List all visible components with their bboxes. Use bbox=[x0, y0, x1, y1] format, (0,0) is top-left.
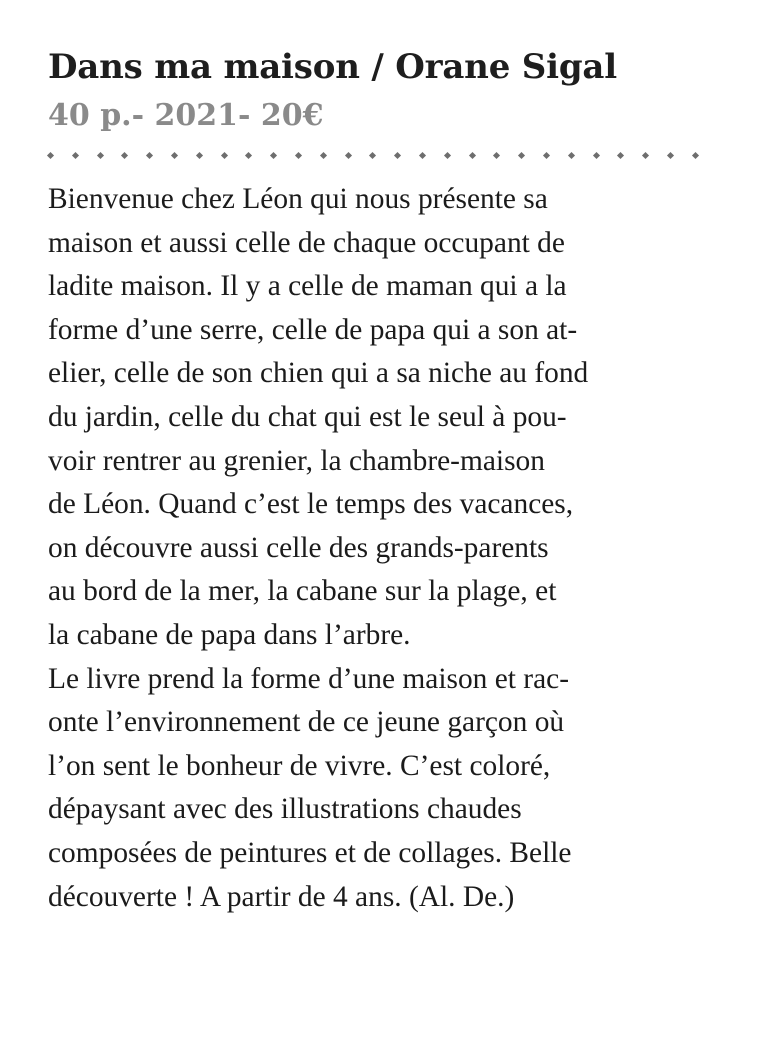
text-line: maison et aussi celle de chaque occupant de bbox=[48, 226, 565, 259]
separator-dot bbox=[171, 151, 178, 158]
text-line: elier, celle de son chien qui a sa niche au fond bbox=[48, 357, 589, 390]
text-line: du jardin, celle du chat qui est le seul à pou- bbox=[48, 400, 567, 433]
separator-dot bbox=[196, 151, 203, 158]
separator-dot bbox=[270, 151, 277, 158]
separator-dot bbox=[320, 151, 327, 158]
review-body bbox=[48, 178, 708, 919]
review-paragraph bbox=[48, 178, 708, 658]
separator-dot bbox=[692, 151, 699, 158]
separator-dot bbox=[47, 151, 54, 158]
separator-dot bbox=[592, 151, 599, 158]
separator-dot bbox=[345, 151, 352, 158]
separator-dot bbox=[97, 151, 104, 158]
dotted-separator bbox=[48, 148, 698, 162]
book-title: Dans ma maison / Orane Sigal bbox=[48, 47, 617, 87]
separator-dot bbox=[369, 151, 376, 158]
separator-dot bbox=[419, 151, 426, 158]
text-line: forme d’une serre, celle de papa qui a son at- bbox=[48, 313, 578, 346]
text-line: dépaysant avec des illustrations chaudes bbox=[48, 793, 522, 826]
text-line: de Léon. Quand c’est le temps des vacances, bbox=[48, 488, 574, 521]
separator-dot bbox=[121, 151, 128, 158]
separator-dot bbox=[642, 151, 649, 158]
separator-dot bbox=[295, 151, 302, 158]
text-line: découverte ! A partir de 4 ans. (Al. De.) bbox=[48, 880, 515, 913]
text-line: Le livre prend la forme d’une maison et rac- bbox=[48, 662, 569, 695]
separator-dot bbox=[617, 151, 624, 158]
text-line: composées de peintures et de collages. Belle bbox=[48, 836, 572, 869]
separator-dot bbox=[493, 151, 500, 158]
separator-dot bbox=[72, 151, 79, 158]
text-line: Bienvenue chez Léon qui nous présente sa bbox=[48, 183, 548, 215]
separator-dot bbox=[394, 151, 401, 158]
separator-dot bbox=[518, 151, 525, 158]
text-line: au bord de la mer, la cabane sur la plage, et bbox=[48, 575, 557, 608]
separator-dot bbox=[667, 151, 674, 158]
review-paragraph bbox=[48, 658, 708, 920]
separator-dot bbox=[245, 151, 252, 158]
separator-dot bbox=[444, 151, 451, 158]
text-line: la cabane de papa dans l’arbre. bbox=[48, 618, 411, 651]
text-line: voir rentrer au grenier, la chambre-maison bbox=[48, 444, 545, 477]
text-line: onte l’environnement de ce jeune garçon où bbox=[48, 706, 565, 739]
book-review bbox=[48, 38, 708, 919]
text-line: ladite maison. Il y a celle de maman qui a la bbox=[48, 270, 567, 303]
book-meta: 40 p.- 2021- 20€ bbox=[48, 98, 324, 133]
separator-dot bbox=[543, 151, 550, 158]
separator-dot bbox=[469, 151, 476, 158]
separator-dot bbox=[568, 151, 575, 158]
text-line: l’on sent le bonheur de vivre. C’est coloré, bbox=[48, 749, 551, 782]
separator-dot bbox=[221, 151, 228, 158]
text-line: on découvre aussi celle des grands-parents bbox=[48, 531, 549, 564]
separator-dot bbox=[146, 151, 153, 158]
